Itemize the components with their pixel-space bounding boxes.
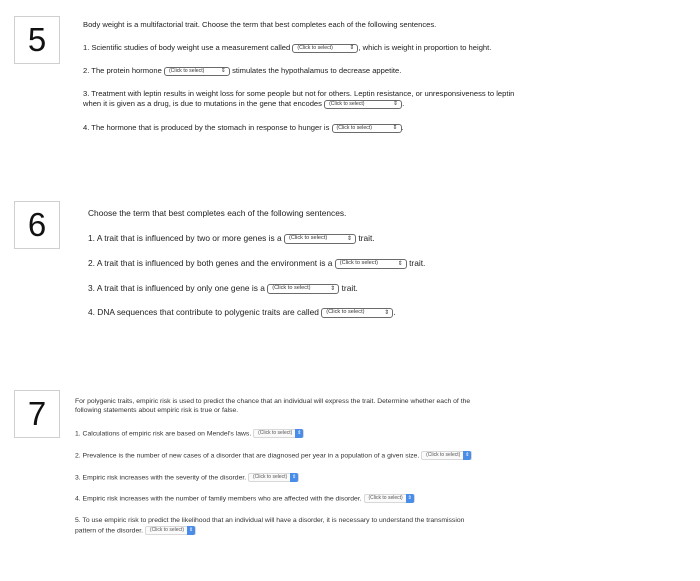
- dropdown-arrows-icon: ⇕: [188, 527, 194, 533]
- q5-select-2[interactable]: (Click to select) ⇕: [164, 67, 230, 76]
- q6-item-2: 2. A trait that is influenced by both genes and the environment is a (Click to select) ⇕ trait.: [88, 258, 426, 268]
- q7-item-4: 4. Empiric risk increases with the number of family members who are affected with the disorder. (Click to select) ⇕: [75, 494, 415, 503]
- q6-select-1[interactable]: (Click to select) ⇕: [284, 234, 356, 244]
- q6-select-4[interactable]: (Click to select) ⇕: [321, 308, 393, 318]
- dropdown-arrows-icon: ⇕: [292, 474, 297, 480]
- q7-item-3: 3. Empiric risk increases with the severity of the disorder. (Click to select) ⇕: [75, 473, 299, 482]
- dropdown-arrows-icon: ⇕: [346, 235, 352, 242]
- q5-item-3-line1: 3. Treatment with leptin results in weight loss for some people but not for others. Leptin resistance, or unresponsiveness to leptin: [83, 89, 515, 98]
- dropdown-arrows-icon: ⇕: [465, 452, 470, 458]
- dropdown-arrows-icon: ⇕: [349, 45, 355, 51]
- q5-item-3: when it is given as a drug, is due to mutations in the gene that encodes (Click to select) ⇕ .: [83, 99, 405, 108]
- q5-item-2: 2. The protein hormone (Click to select) ⇕ stimulates the hypothalamus to decrease appetite.: [83, 66, 402, 75]
- q7-item-2: 2. Prevalence is the number of new cases of a disorder that are diagnosed per year in a population of a given size. (Click to select) ⇕: [75, 451, 472, 460]
- question-6-intro: Choose the term that best completes each of the following sentences.: [88, 208, 347, 218]
- question-number-5: 5: [14, 16, 60, 64]
- q7-select-3[interactable]: (Click to select) ⇕: [248, 473, 299, 482]
- q7-item-5-line1: 5. To use empiric risk to predict the likelihood that an individual will have a disorder, it is necessary to understand the transmission: [75, 517, 465, 524]
- question-number-6: 6: [14, 201, 60, 249]
- question-5-intro: Body weight is a multifactorial trait. Choose the term that best completes each of the following sentences.: [83, 20, 437, 29]
- q6-item-3: 3. A trait that is influenced by only one gene is a (Click to select) ⇕ trait.: [88, 283, 358, 293]
- q5-item-1: 1. Scientific studies of body weight use a measurement called (Click to select) ⇕ , which is weight in proportion to height.: [83, 43, 492, 52]
- q7-select-4[interactable]: (Click to select) ⇕: [364, 494, 415, 503]
- dropdown-arrows-icon: ⇕: [407, 495, 412, 501]
- q5-select-3[interactable]: (Click to select) ⇕: [324, 100, 402, 109]
- question-7-intro-line2: following statements about empiric risk is true or false.: [75, 407, 239, 414]
- q6-select-2[interactable]: (Click to select) ⇕: [335, 259, 407, 269]
- q7-select-1[interactable]: (Click to select) ⇕: [253, 429, 304, 438]
- q6-item-4: 4. DNA sequences that contribute to polygenic traits are called (Click to select) ⇕ .: [88, 307, 396, 317]
- q5-select-1[interactable]: (Click to select) ⇕: [292, 44, 358, 53]
- question-7-intro-line1: For polygenic traits, empiric risk is used to predict the chance that an individual will express the trait. Determine whether each of the: [75, 398, 471, 405]
- dropdown-arrows-icon: ⇕: [330, 285, 336, 292]
- dropdown-arrows-icon: ⇕: [393, 101, 399, 107]
- question-number-7: 7: [14, 390, 60, 438]
- q7-select-5[interactable]: (Click to select) ⇕: [145, 526, 196, 535]
- dropdown-arrows-icon: ⇕: [220, 68, 226, 74]
- dropdown-arrows-icon: ⇕: [384, 309, 390, 316]
- dropdown-arrows-icon: ⇕: [397, 260, 403, 267]
- dropdown-arrows-icon: ⇕: [297, 430, 302, 436]
- q7-item-1: 1. Calculations of empiric risk are based on Mendel's laws. (Click to select) ⇕: [75, 429, 304, 438]
- q5-item-4: 4. The hormone that is produced by the stomach in response to hunger is (Click to select) ⇕ .: [83, 123, 404, 132]
- q6-select-3[interactable]: (Click to select) ⇕: [267, 284, 339, 294]
- dropdown-arrows-icon: ⇕: [392, 125, 398, 131]
- q7-select-2[interactable]: (Click to select) ⇕: [421, 451, 472, 460]
- q6-item-1: 1. A trait that is influenced by two or more genes is a (Click to select) ⇕ trait.: [88, 233, 375, 243]
- q5-select-4[interactable]: (Click to select) ⇕: [332, 124, 402, 133]
- q7-item-5: pattern of the disorder. (Click to select) ⇕: [75, 526, 196, 535]
